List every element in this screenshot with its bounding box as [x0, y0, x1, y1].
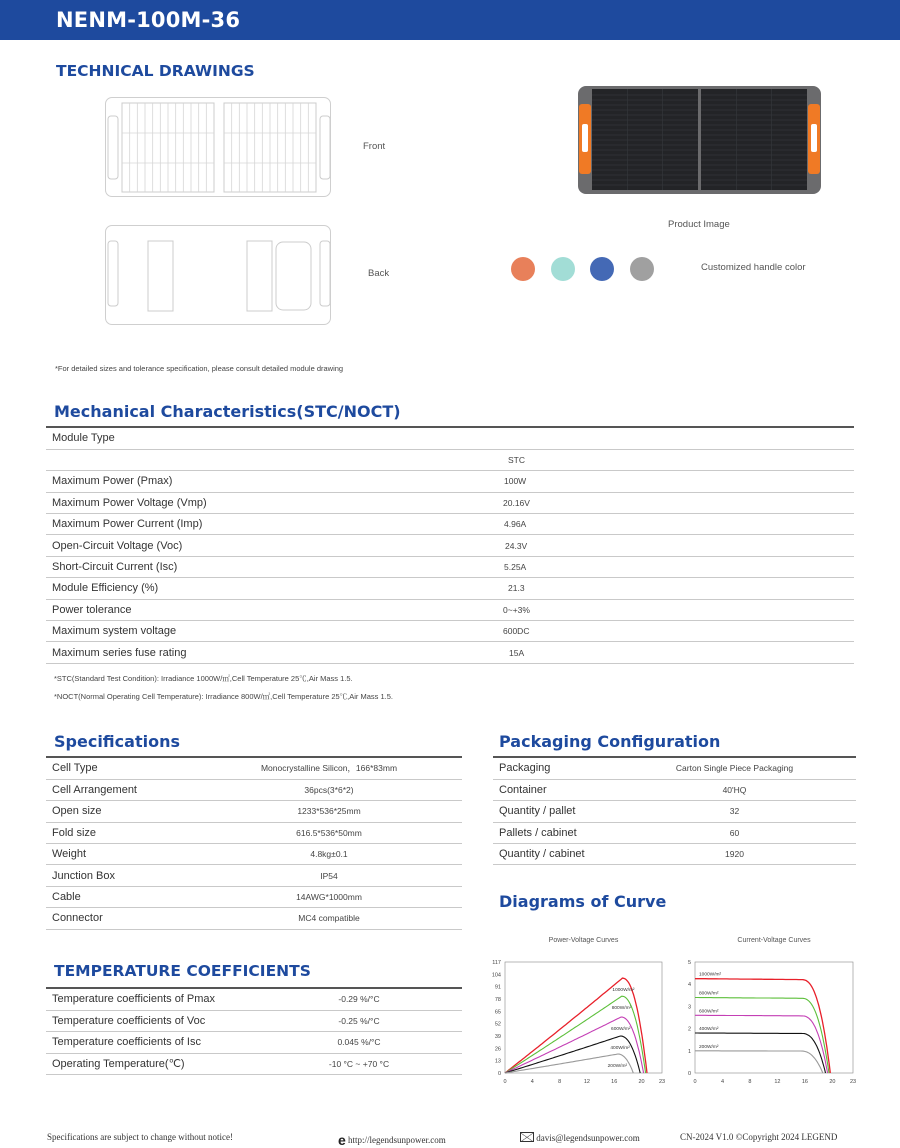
stc-note: *STC(Standard Test Condition): Irradiance 1000W/㎡,Cell Temperature 25℃,Air Mass 1.5.: [54, 674, 353, 683]
series-label: 1000W/m²: [612, 988, 635, 994]
table-row: [46, 492, 854, 513]
web-icon: e: [338, 1132, 346, 1148]
row-value: Monocrystalline Silicon，166*83mm: [196, 758, 462, 779]
series-label: 800W/m²: [611, 1006, 632, 1012]
empty-cell: [46, 449, 446, 470]
row-value: 36pcs(3*6*2): [196, 779, 462, 800]
table-row: [46, 556, 854, 577]
temperature-title: TEMPERATURE COEFFICIENTS: [54, 962, 311, 980]
row-label: Junction Box: [46, 865, 196, 886]
x-tick-label: 12: [583, 1079, 590, 1085]
row-label: Cable: [46, 886, 196, 907]
table-row: [493, 779, 856, 800]
table-row: [46, 535, 854, 556]
handle-color-orange: [511, 257, 535, 281]
noct-note: *NOCT(Normal Operating Cell Temperature): Irradiance 800W/㎡,Cell Temperature 25℃,Air Mass 1.5.: [54, 692, 394, 701]
y-tick-label: 26: [494, 1046, 501, 1053]
front-drawing-graphic: [106, 98, 332, 198]
y-tick-label: 65: [494, 1009, 501, 1016]
x-tick-label: 16: [611, 1079, 618, 1085]
row-value: MC4 compatible: [196, 908, 462, 929]
series-label: 1000W/m²: [699, 972, 722, 978]
row-value: -0.25 %/°C: [256, 1010, 462, 1031]
y-tick-label: 91: [494, 984, 501, 991]
table-row: [493, 822, 856, 843]
row-value: 616.5*536*50mm: [196, 822, 462, 843]
row-label: Pallets / cabinet: [493, 822, 613, 843]
x-tick-label: 4: [530, 1079, 534, 1085]
y-tick-label: 52: [494, 1021, 501, 1028]
table-row: [46, 449, 854, 470]
drawing-note: *For detailed sizes and tolerance specification, please consult detailed module drawing: [55, 364, 344, 373]
y-tick-label: 78: [494, 997, 501, 1003]
y-tick-label: 39: [494, 1034, 501, 1040]
y-tick-label: 0: [497, 1071, 501, 1077]
row-label: Maximum series fuse rating: [46, 642, 446, 663]
table-row: [46, 471, 854, 492]
row-label: Quantity / cabinet: [493, 844, 613, 865]
y-tick-label: 0: [687, 1071, 691, 1077]
y-tick-label: 3: [687, 1004, 691, 1011]
x-tick-label: 23: [849, 1079, 857, 1085]
column-header-stc: STC: [446, 449, 854, 470]
row-label: Temperature coefficients of Voc: [46, 1010, 256, 1031]
packaging-table: [493, 758, 856, 865]
email-link[interactable]: davis@legendsunpower.com: [536, 1133, 640, 1143]
front-drawing: [105, 97, 331, 197]
x-tick-label: 20: [829, 1079, 836, 1085]
series-line: [695, 1051, 823, 1073]
table-row: [46, 822, 462, 843]
row-value: 15A: [446, 642, 854, 663]
handle-color-label: Customized handle color: [701, 262, 806, 273]
row-label: Temperature coefficients of Isc: [46, 1032, 256, 1053]
curves-title: Diagrams of Curve: [499, 892, 667, 911]
row-value: -10 °C ~ +70 °C: [256, 1053, 462, 1074]
back-drawing-graphic: [106, 226, 332, 326]
table-row: [46, 779, 462, 800]
series-label: 200W/m²: [607, 1064, 628, 1070]
y-tick-label: 4: [687, 982, 691, 989]
table-row: [46, 801, 462, 822]
table-row: [46, 844, 462, 865]
row-label: Maximum Power Voltage (Vmp): [46, 492, 446, 513]
table-row: [46, 642, 854, 663]
y-tick-label: 117: [492, 960, 501, 966]
row-label: Maximum system voltage: [46, 621, 446, 642]
row-label: Container: [493, 779, 613, 800]
pv-chart-svg: [485, 930, 675, 1085]
x-tick-label: 0: [693, 1079, 697, 1085]
row-label: Maximum Power Current (Imp): [46, 514, 446, 535]
row-value: 21.3: [446, 578, 854, 599]
table-row: [46, 1010, 462, 1031]
mail-icon: [520, 1132, 534, 1142]
row-value: 5.25A: [446, 556, 854, 577]
table-row: [46, 621, 854, 642]
x-tick-label: 12: [774, 1079, 781, 1085]
series-label: 600W/m²: [699, 1009, 719, 1015]
product-image: [578, 86, 821, 194]
y-tick-label: 5: [687, 960, 691, 966]
row-value: 14AWG*1000mm: [196, 886, 462, 907]
table-row: [493, 801, 856, 822]
chart-title: Current-Voltage Curves: [737, 937, 811, 944]
series-label: 400W/m²: [699, 1027, 719, 1033]
row-value: 0~+3%: [446, 599, 854, 620]
row-value: 32: [613, 801, 856, 822]
table-row: [46, 428, 854, 449]
row-value: Carton Single Piece Packaging: [613, 758, 856, 779]
x-tick-label: 23: [658, 1079, 666, 1085]
footer-website[interactable]: [338, 1132, 446, 1148]
row-value: 40'HQ: [613, 779, 856, 800]
empty-cell: [446, 428, 854, 449]
row-value: 4.96A: [446, 514, 854, 535]
x-tick-label: 16: [801, 1079, 808, 1085]
iv-chart-svg: [675, 930, 870, 1085]
row-label: Quantity / pallet: [493, 801, 613, 822]
x-tick-label: 4: [720, 1079, 725, 1085]
row-value: 100W: [446, 471, 854, 492]
mechanical-title: Mechanical Characteristics(STC/NOCT): [54, 402, 401, 421]
x-tick-label: 0: [503, 1079, 507, 1085]
row-label: Connector: [46, 908, 196, 929]
header-bar: [0, 0, 900, 40]
series-label: 600W/m²: [611, 1027, 631, 1033]
table-row: [46, 908, 462, 929]
packaging-title: Packaging Configuration: [499, 732, 721, 751]
pv-chart: [485, 930, 675, 1085]
row-value: 24.3V: [446, 535, 854, 556]
chart-title: Power-Voltage Curves: [548, 937, 619, 944]
mechanical-table: [46, 428, 854, 664]
row-value: 1920: [613, 844, 856, 865]
table-row: [46, 886, 462, 907]
row-label: Short-Circuit Current (Isc): [46, 556, 446, 577]
footer-disclaimer: Specifications are subject to change without notice!: [47, 1132, 233, 1142]
back-label: Back: [368, 268, 390, 279]
row-value: -0.29 %/°C: [256, 989, 462, 1010]
row-value: 60: [613, 822, 856, 843]
series-label: 800W/m²: [699, 991, 719, 997]
specifications-title: Specifications: [54, 732, 180, 751]
row-label: Weight: [46, 844, 196, 865]
technical-drawings-title: TECHNICAL DRAWINGS: [56, 62, 255, 80]
handle-color-mint: [551, 257, 575, 281]
row-value: 600DC: [446, 621, 854, 642]
front-label: Front: [363, 141, 386, 152]
y-tick-label: 104: [491, 972, 501, 979]
product-image-label: Product Image: [668, 219, 730, 230]
table-row: [46, 758, 462, 779]
solar-panel-illustration: [578, 86, 821, 194]
table-row: [46, 578, 854, 599]
row-value: 0.045 %/°C: [256, 1032, 462, 1053]
y-tick-label: 2: [687, 1026, 691, 1033]
x-tick-label: 8: [558, 1079, 562, 1085]
series-label: 200W/m²: [699, 1044, 719, 1050]
row-label: Fold size: [46, 822, 196, 843]
series-line: [695, 1033, 826, 1073]
handle-color-gray: [630, 257, 654, 281]
x-tick-label: 8: [748, 1079, 752, 1085]
table-row: [46, 1053, 462, 1074]
row-value: 1233*536*25mm: [196, 801, 462, 822]
table-row: [493, 758, 856, 779]
row-label: Open-Circuit Voltage (Voc): [46, 535, 446, 556]
row-label: Module Efficiency (%): [46, 578, 446, 599]
footer-email[interactable]: [520, 1132, 640, 1143]
table-row: [46, 599, 854, 620]
row-label: Cell Arrangement: [46, 779, 196, 800]
row-value: 20.16V: [446, 492, 854, 513]
row-value: 4.8kg±0.1: [196, 844, 462, 865]
specifications-table: [46, 758, 462, 930]
temperature-table: [46, 989, 462, 1075]
series-label: 400W/m²: [610, 1046, 630, 1051]
back-drawing: [105, 225, 331, 325]
handle-color-blue: [590, 257, 614, 281]
row-label: Maximum Power (Pmax): [46, 471, 446, 492]
row-label: Packaging: [493, 758, 613, 779]
website-link[interactable]: http://legendsunpower.com: [348, 1135, 446, 1145]
y-tick-label: 13: [494, 1058, 501, 1065]
iv-chart: [675, 930, 870, 1085]
model-title: NENM-100M-36: [56, 8, 241, 32]
table-row: [46, 865, 462, 886]
x-tick-label: 20: [638, 1079, 645, 1085]
row-label: Cell Type: [46, 758, 196, 779]
table-row: [493, 844, 856, 865]
table-row: [46, 514, 854, 535]
row-label: Temperature coefficients of Pmax: [46, 989, 256, 1010]
footer-copyright: CN-2024 V1.0 ©Copyright 2024 LEGEND: [680, 1132, 838, 1142]
row-value: IP54: [196, 865, 462, 886]
table-row: [46, 1032, 462, 1053]
row-label: Open size: [46, 801, 196, 822]
module-type-label: Module Type: [46, 428, 446, 449]
y-tick-label: 1: [687, 1048, 691, 1055]
table-row: [46, 989, 462, 1010]
row-label: Operating Temperature(℃): [46, 1053, 256, 1074]
row-label: Power tolerance: [46, 599, 446, 620]
